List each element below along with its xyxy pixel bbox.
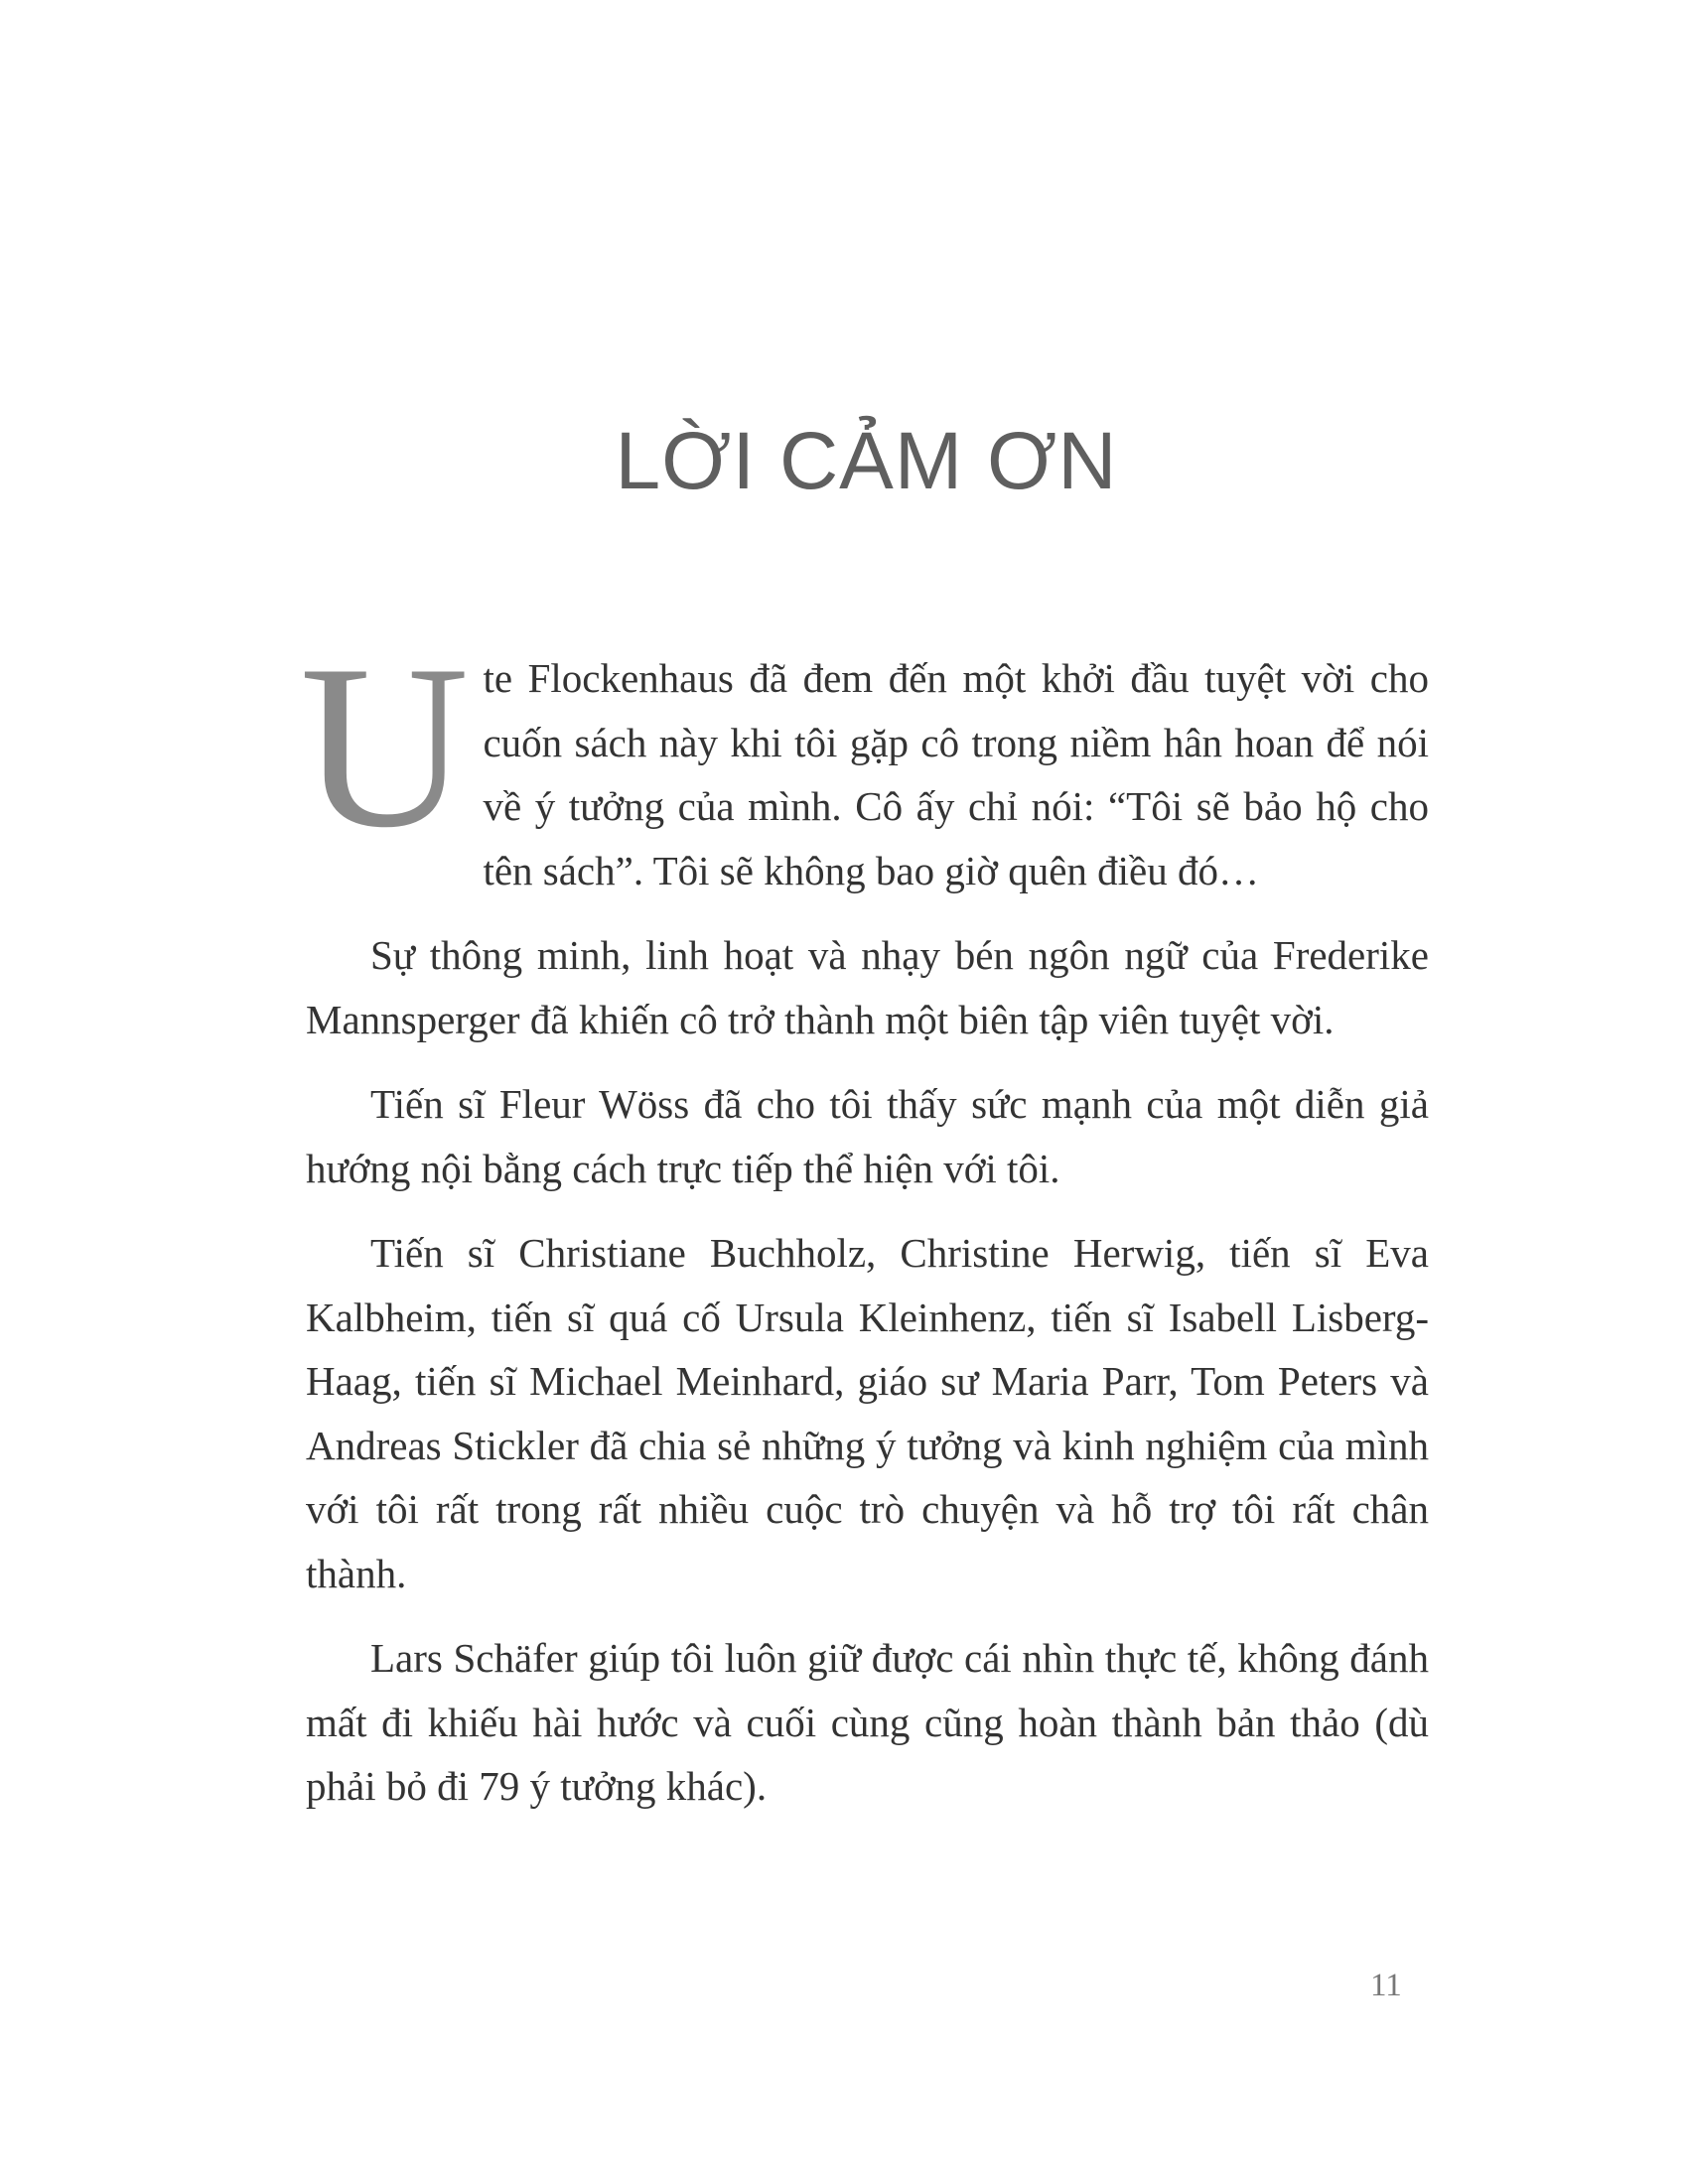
paragraph-3: Tiến sĩ Fleur Wöss đã cho tôi thấy sức mạnh của một diễn giả hướng nội bằng cách trực tiếp thể hiện với tôi. <box>306 1081 1429 1191</box>
page-number: 11 <box>1370 1968 1402 2003</box>
page-title: LỜI CẢM ƠN <box>615 416 1118 506</box>
paragraph-1-text: te Flockenhaus đã đem đến một khởi đầu tuyệt vời cho cuốn sách này khi tôi gặp cô trong niềm hân hoan để nói về ý tưởng của mình. Cô ấy chỉ nói: “Tôi sẽ bảo hộ cho tên sách”. Tôi sẽ không bao giờ quên điều đó… <box>483 655 1429 893</box>
paragraph-4: Tiến sĩ Christiane Buchholz, Christine Herwig, tiến sĩ Eva Kalbheim, tiến sĩ quá cố Ursula Kleinhenz, tiến sĩ Isabell Lisberg-Haag, tiến sĩ Michael Meinhard, giáo sư Maria Parr, Tom Peters và Andreas Stickler đã chia sẻ những ý tưởng và kinh nghiệm của mình với tôi rất trong rất nhiều cuộc trò chuyện và hỗ trợ tôi rất chân thành. <box>306 1230 1429 1596</box>
paragraph-2: Sự thông minh, linh hoạt và nhạy bén ngôn ngữ của Frederike Mannsperger đã khiến cô trở thành một biên tập viên tuyệt vời. <box>306 932 1429 1042</box>
paragraph-5: Lars Schäfer giúp tôi luôn giữ được cái nhìn thực tế, không đánh mất đi khiếu hài hước và cuối cùng cũng hoàn thành bản thảo (dù phải bỏ đi 79 ý tưởng khác). <box>306 1635 1429 1809</box>
body-text <box>300 617 1429 1840</box>
drop-cap: U <box>300 617 470 877</box>
paragraph-1 <box>300 617 1429 902</box>
